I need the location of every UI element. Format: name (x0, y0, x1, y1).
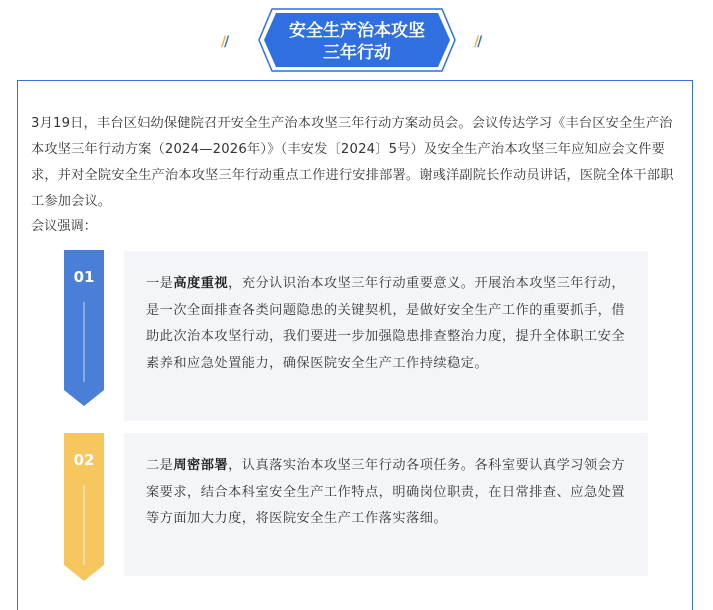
point-highlight: 高度重视 (173, 276, 229, 291)
title-badge (258, 8, 456, 72)
intro-paragraph: 3月19日，丰台区妇幼保健院召开安全生产治本攻坚三年行动方案动员会。会议传达学习《丰台区安全生产治本攻坚三年行动方案（2024—2026年）》（丰安发〔2024〕5号）及安全生产治本攻坚三年应知应会文件要求，并对全院安全生产治本攻坚三年行动重点工作进行安排部署。谢彧洋副院长作动员讲话，医院全体干部职工参加会议。 (31, 116, 674, 209)
point-card (124, 433, 648, 576)
point-highlight: 周密部署 (173, 458, 229, 473)
point-text (146, 271, 626, 377)
header (0, 0, 713, 80)
page-title (258, 20, 456, 64)
point-number-tag (64, 250, 104, 406)
decorative-slash-right: // (474, 34, 481, 50)
title-line-1: 安全生产治本攻坚 (289, 21, 425, 41)
title-line-2: 三年行动 (323, 43, 391, 63)
meeting-emphasis-heading: 会议强调： (31, 219, 97, 234)
point-number-tag (64, 433, 104, 581)
point-text (146, 453, 626, 533)
point-body: ，充分认识治本攻坚三年行动重要意义。开展治本攻坚三年行动，是一次全面排查各类问题隐患的关键契机，是做好安全生产工作的重要抓手，借助此次治本攻坚行动，我们要进一步加强隐患排查整治力度，提升全体职工安全素养和应急处置能力，确保医院安全生产工作持续稳定。 (146, 276, 626, 371)
point-lead: 二是 (146, 458, 174, 473)
point-lead: 一是 (146, 276, 174, 291)
decorative-slash-left: // (221, 34, 228, 50)
point-card (124, 251, 648, 421)
point-number: 01 (73, 268, 95, 286)
point-number: 02 (73, 451, 95, 469)
point-body: ，认真落实治本攻坚三年行动各项任务。各科室要认真学习领会方案要求，结合本科室安全生产工作特点，明确岗位职责，在日常排查、应急处置等方面加大力度，将医院安全生产工作落实落细。 (146, 458, 626, 526)
